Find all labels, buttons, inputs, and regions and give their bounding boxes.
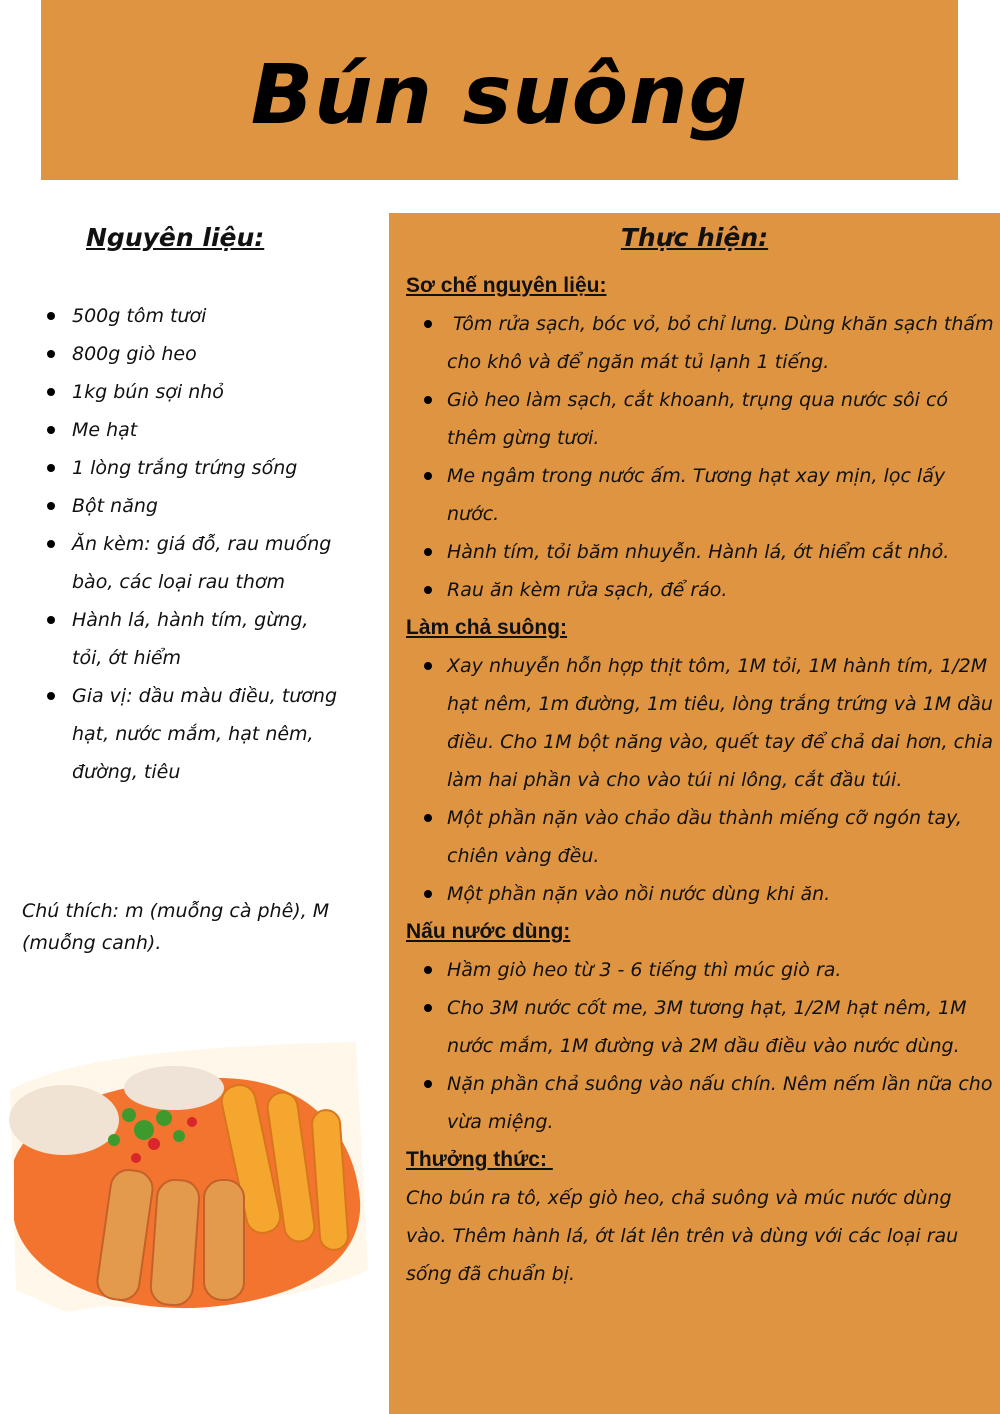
step-item: Xay nhuyễn hỗn hợp thịt tôm, 1M tỏi, 1M hành tím, 1/2M hạt nêm, 1m đường, 1m tiêu, lòng trắng trứng và 1M dầu điều. Cho 1M bột năng vào, quết tay để chả dai hơn, chia làm hai phần và cho vào túi ni lông, cắt đầu túi. (406, 647, 996, 799)
ingredient-item: Gia vị: dầu màu điều, tương hạt, nước mắm, hạt nêm, đường, tiêu (44, 677, 344, 791)
cha-section-title: Làm chả suông: (406, 616, 568, 639)
ingredient-item: 500g tôm tươi (44, 297, 344, 335)
broth-steps-list (406, 951, 996, 1141)
ingredients-list (44, 297, 344, 791)
ingredient-item: Me hạt (44, 411, 344, 449)
step-item: Hầm giò heo từ 3 - 6 tiếng thì múc giò ra. (406, 951, 996, 989)
step-item: Me ngâm trong nước ấm. Tương hạt xay mịn, lọc lấy nước. (406, 457, 996, 533)
cha-steps-list (406, 647, 996, 913)
measure-note: Chú thích: m (muỗng cà phê), M (muỗng canh). (22, 900, 330, 954)
ingredient-item: 800g giò heo (44, 335, 344, 373)
page-title: Bún suông (250, 48, 749, 143)
ingredient-item: 1kg bún sợi nhỏ (44, 373, 344, 411)
prep-steps-list (406, 305, 1000, 609)
bun-suong-bowl-photo (4, 1040, 368, 1315)
ingredient-item: Ăn kèm: giá đỗ, rau muống bào, các loại rau thơm (44, 525, 344, 601)
instructions-heading: Thực hiện: (620, 223, 769, 252)
step-item: Một phần nặn vào chảo dầu thành miếng cỡ ngón tay, chiên vàng đều. (406, 799, 996, 875)
ingredient-item: 1 lòng trắng trứng sống (44, 449, 344, 487)
step-item: Tôm rửa sạch, bóc vỏ, bỏ chỉ lưng. Dùng khăn sạch thấm cho khô và để ngăn mát tủ lạnh 1 tiếng. (406, 305, 996, 381)
step-item: Hành tím, tỏi băm nhuyễn. Hành lá, ớt hiểm cắt nhỏ. (406, 533, 996, 571)
prep-section-title: Sơ chế nguyên liệu: (406, 274, 607, 297)
enjoy-section-title: Thưởng thức: (406, 1148, 553, 1171)
ingredient-item: Bột năng (44, 487, 344, 525)
step-item: Cho 3M nước cốt me, 3M tương hạt, 1/2M hạt nêm, 1M nước mắm, 1M đường và 2M dầu điều vào nước dùng. (406, 989, 996, 1065)
title-banner (41, 0, 958, 180)
ingredients-heading: Nguyên liệu: (86, 223, 265, 252)
step-item: Nặn phần chả suông vào nấu chín. Nêm nếm lần nữa cho vừa miệng. (406, 1065, 996, 1141)
step-item: Giò heo làm sạch, cắt khoanh, trụng qua nước sôi có thêm gừng tươi. (406, 381, 996, 457)
step-item: Một phần nặn vào nồi nước dùng khi ăn. (406, 875, 996, 913)
step-item: Rau ăn kèm rửa sạch, để ráo. (406, 571, 996, 609)
enjoy-text: Cho bún ra tô, xếp giò heo, chả suông và múc nước dùng vào. Thêm hành lá, ớt lát lên trên và dùng với các loại rau sống đã chuẩn bị. (406, 1187, 959, 1285)
ingredient-item: Hành lá, hành tím, gừng, tỏi, ớt hiểm (44, 601, 344, 677)
broth-section-title: Nấu nước dùng: (406, 920, 571, 943)
instructions-panel (389, 213, 1000, 1414)
